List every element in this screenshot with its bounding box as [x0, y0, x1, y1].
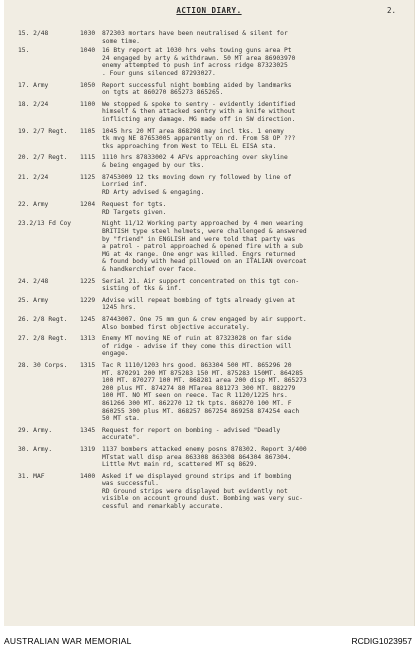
entry-text: 872303 mortars have been neutralised & silent for some time. [102, 30, 288, 45]
entry-serial: 19. 2/7 Regt. [18, 127, 68, 135]
entry-text: Asked if we displayed ground strips and if bombing was successful. RD Ground strips were displayed but evidently not visible on account ground dust. Bombing was very suc- cessful and remarkably accurate. [102, 472, 303, 511]
diary-entry [18, 220, 406, 273]
entry-text: Enemy MT moving NE of ruin at 87323028 on far side of ridge - advise if they come this direction will engage. [102, 335, 292, 358]
page-title: ACTION DIARY. [176, 6, 242, 15]
entry-time: 1050 [80, 81, 96, 89]
diary-entry [18, 47, 406, 77]
entry-time: 1204 [80, 201, 96, 209]
entry-text: 1110 hrs 87833002 4 AFVs approaching over skyline & being engaged by our tks. [102, 154, 288, 169]
diary-page [4, 0, 415, 626]
entry-serial: 15. [18, 47, 30, 55]
entry-serial: 15. 2/48 [18, 30, 49, 37]
entry-serial: 30. Army. [18, 445, 53, 453]
diary-entry [18, 82, 406, 97]
entry-time: 1115 [80, 154, 96, 162]
diary-entry [18, 316, 406, 331]
diary-entry [18, 335, 406, 358]
entry-serial: 17. Army [18, 81, 49, 89]
entry-text: Serial 21. Air support concentrated on this tgt con- sisting of tks & inf. [102, 277, 300, 293]
diary-entry [18, 473, 406, 511]
diary-entry [18, 427, 406, 442]
entry-text: We stopped & spoke to sentry - evidently identified himself & then attacked sentry with a knife without inflicting any damage. MG made off in SW direction. [102, 100, 296, 123]
entry-text: 1137 bombers attacked enemy posns 878302. Report 3/400 MTstat wall disp area 863308 863308 864304 867304. Little Mvt main rd, scattered MT sq 8629. [102, 445, 307, 469]
page-header [4, 6, 414, 20]
entry-text: Request for tgts. RD Targets given. [102, 201, 167, 216]
entry-text: 16 Bty report at 1030 hrs vehs towing guns area Pt 24 engaged by arty & withdrawn. 50 MT area 86903970 enemy attempted to push inf across ridge 87323025 . Four guns silenced 87293027. [102, 47, 296, 77]
entry-time: 1315 [80, 361, 96, 369]
diary-entry [18, 446, 406, 469]
diary-entry [18, 362, 406, 423]
entry-time: 1125 [80, 173, 96, 181]
archive-reference: RCDIG1023957 [351, 636, 412, 646]
diary-entry [18, 297, 406, 312]
entry-time: 1229 [80, 296, 96, 304]
entry-serial: 18. 2/24 [18, 100, 49, 108]
entry-time: 1225 [80, 277, 96, 285]
entry-serial: 21. 2/24 [18, 173, 49, 181]
page-number: 2. [386, 6, 396, 15]
entry-text: 87443007. One 75 mm gun & crew engaged by air support. Also bombed first objective accurately. [102, 316, 307, 331]
entry-serial: 31. MAF [18, 472, 45, 480]
diary-entry [18, 201, 406, 216]
entry-text: Report successful night bombing aided by landmarks on tgts at 860270 865273 865265. [102, 81, 292, 97]
entry-text: 1045 hrs 20 MT area 868298 may incl tks. 1 enemy tk mvg NE 87653005 apparently on rd. From 58 OP ??? tks approaching from West to TELL EL EISA sta. [102, 127, 296, 150]
entry-text: Night 11/12 Working party approached by 4 men wearing BRITISH type steel helmets, were challenged & answered by "friend" in ENGLISH and were told that party was a patrol - patrol approached & opened fire with a sub MG at 4x range. One engr was killed. Engrs returned & found body with head pillowed on an ITALIAN overcoat & handkerchief over face. [102, 220, 307, 274]
entry-text: Tac R 1110/1203 hrs good. 863304 500 MT. 865296 20 MT. 870291 200 MT 875283 150 MT. 875283 150MT. 864285 100 MT. 870277 100 MT. 868281 area 200 disp MT. 865273 200 plus MT. 874274 80 MTarea 881273 300 MT. 882279 100 MT. NO MT seen on reece. Tac R 1120/1225 hrs. 861266 300 MT. 862270 12 tk tpts. 860270 100 MT. F 860255 300 plus MT. 868257 867254 869258 874254 each 50 MT sta. [102, 361, 307, 423]
diary-entry [18, 101, 406, 124]
entry-serial: 22. Army [18, 201, 49, 209]
diary-entry [18, 278, 406, 293]
entry-time: 1105 [80, 127, 96, 135]
entry-time: 1245 [80, 316, 96, 323]
entry-time: 1100 [80, 100, 96, 108]
archive-footer [0, 630, 418, 654]
diary-entries [18, 30, 406, 515]
entry-serial: 29. Army. [18, 426, 53, 434]
entry-text: Request for report on bombing - advised "Deadly accurate". [102, 426, 281, 442]
entry-text: 87453009 12 tks moving down ry followed by line of Lorried inf. RD Arty advised & engaging. [102, 173, 292, 196]
entry-time: 1319 [80, 445, 96, 453]
diary-entry [18, 128, 406, 151]
entry-serial: 27. 2/8 Regt. [18, 335, 68, 343]
entry-text: Advise will repeat bombing of tgts already given at 1245 hrs. [102, 296, 296, 312]
entry-serial: 23.2/13 Fd Coy [18, 220, 72, 228]
entry-serial: 25. Army [18, 296, 49, 304]
entry-serial: 24. 2/48 [18, 277, 49, 285]
diary-entry [18, 154, 406, 169]
archive-name: AUSTRALIAN WAR MEMORIAL [4, 636, 132, 646]
entry-time: 1400 [80, 472, 96, 480]
entry-time: 1313 [80, 335, 96, 343]
entry-time: 1345 [80, 426, 96, 434]
entry-serial: 28. 30 Corps. [18, 361, 68, 369]
entry-time: 1030 [80, 30, 96, 37]
diary-entry [18, 174, 406, 197]
entry-time: 1040 [80, 47, 96, 55]
diary-entry [18, 30, 406, 45]
entry-serial: 20. 2/7 Regt. [18, 154, 68, 162]
entry-serial: 26. 2/8 Regt. [18, 316, 68, 323]
